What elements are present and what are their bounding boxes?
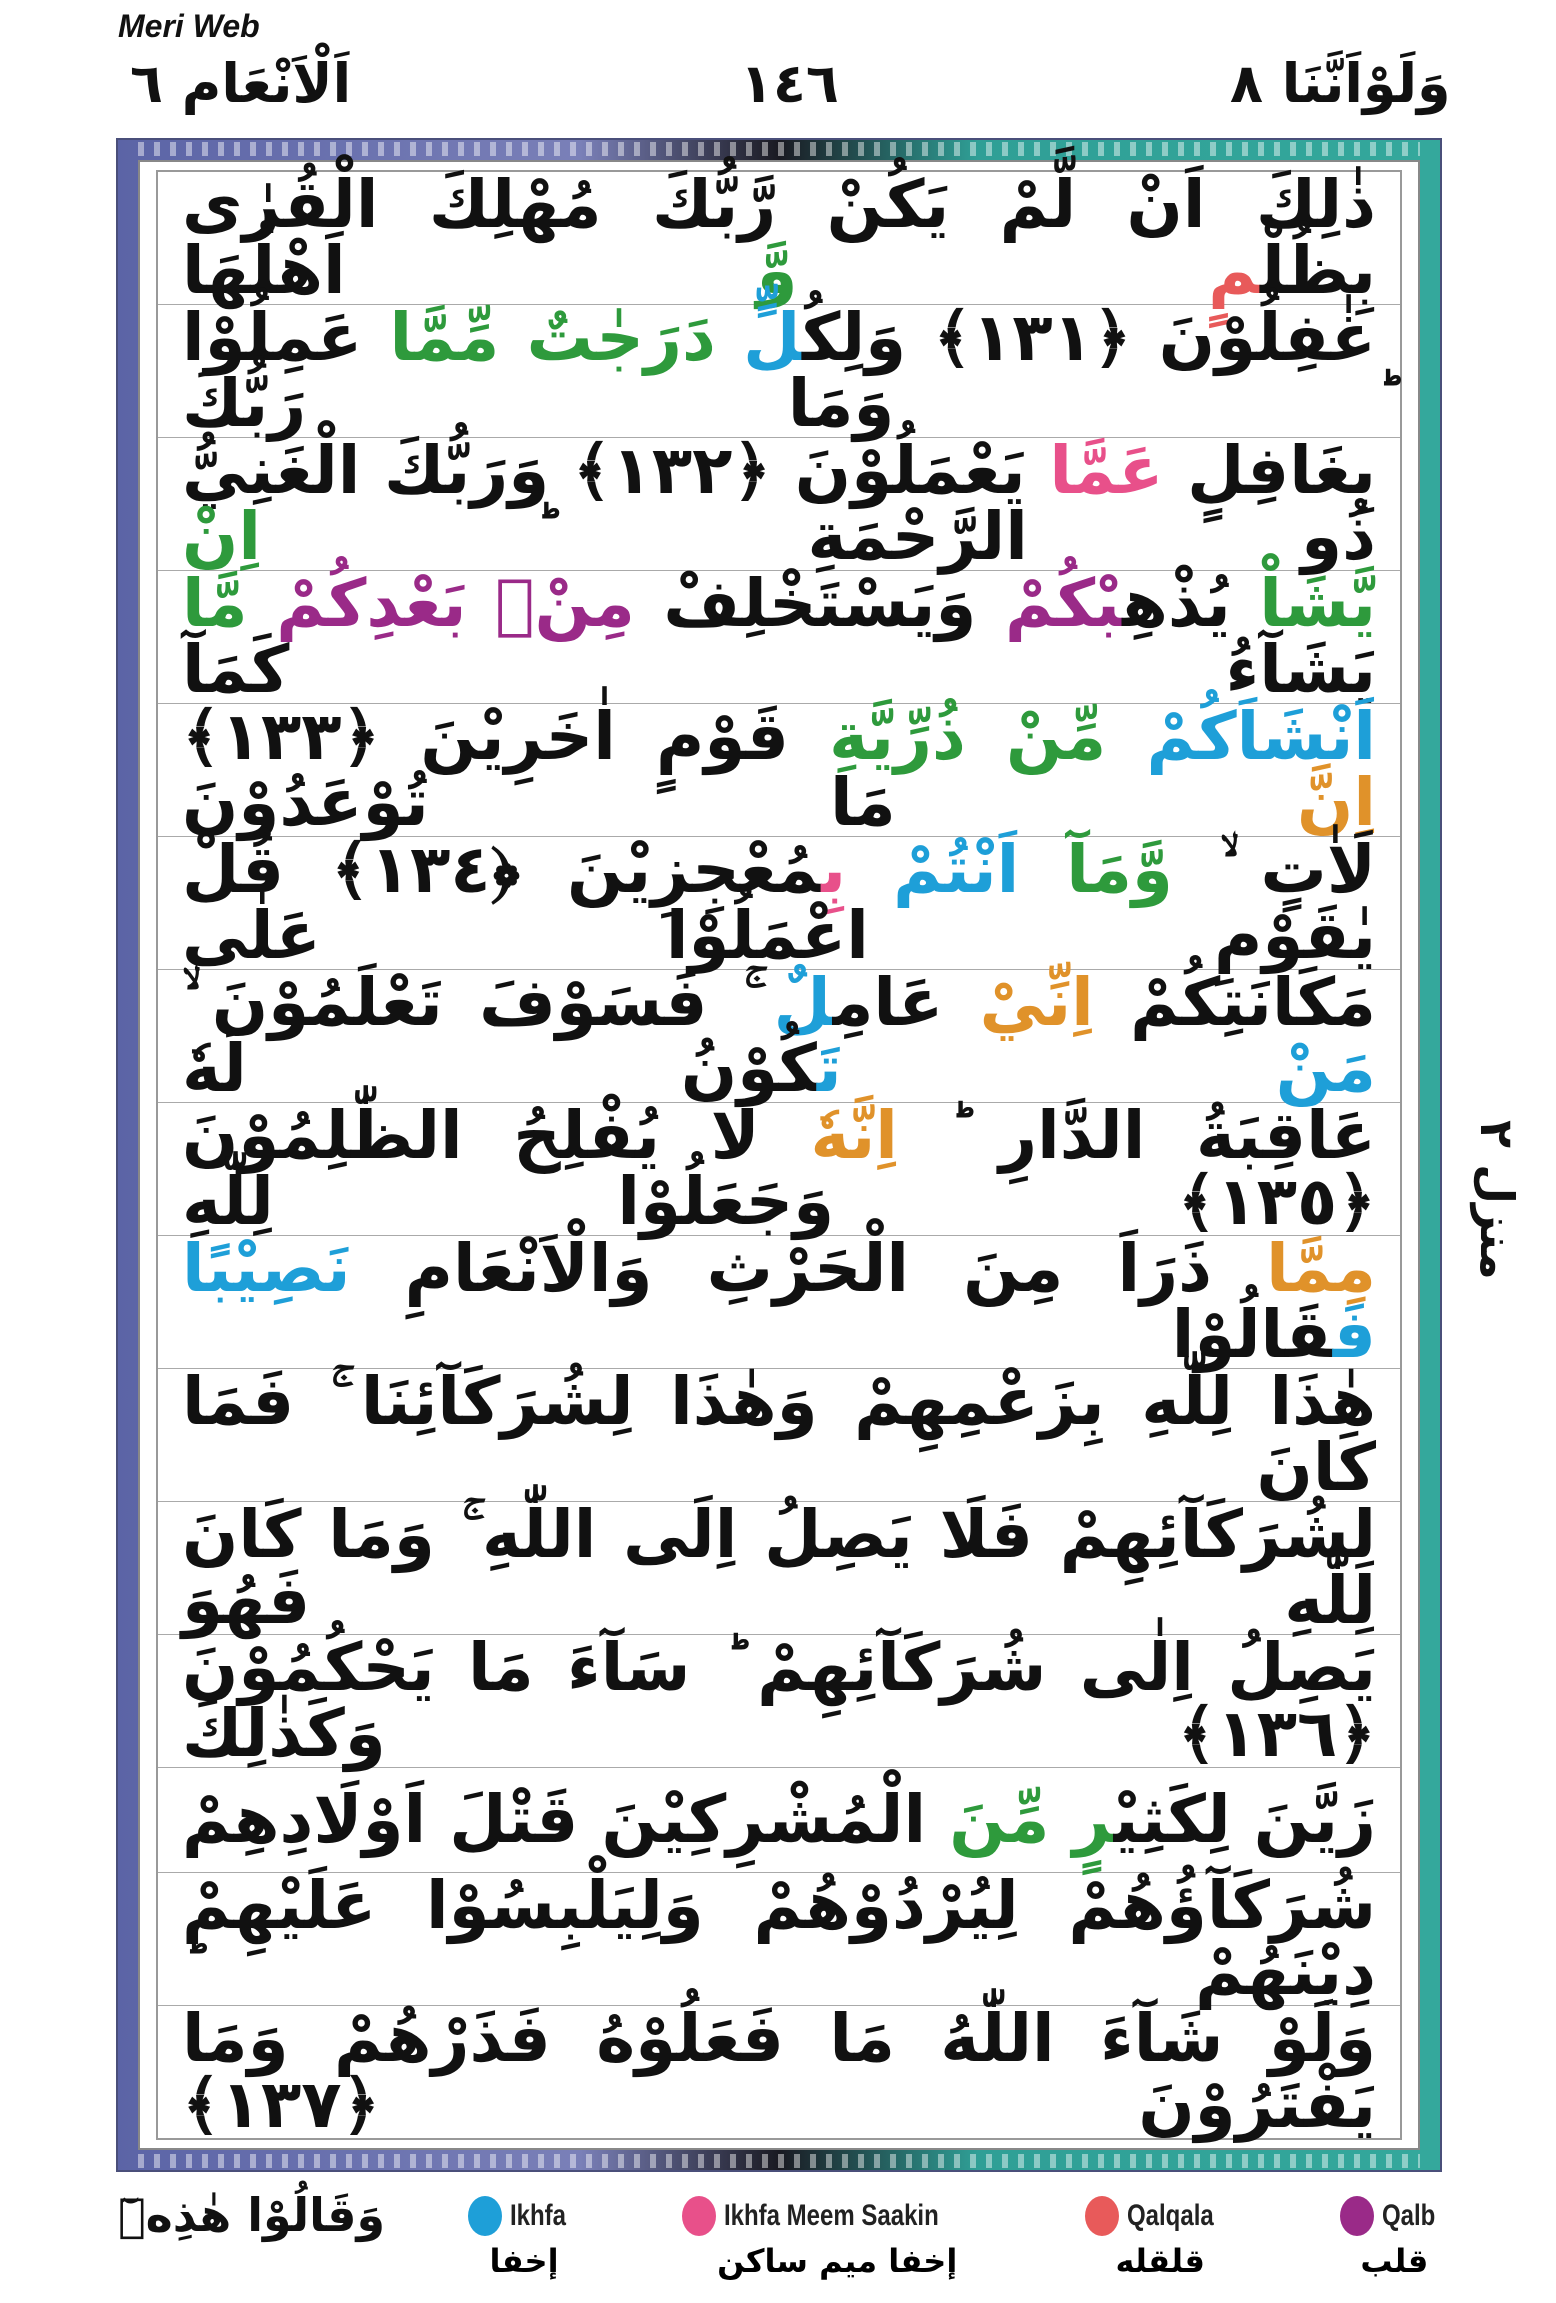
legend-label-ar: قلب [1360, 2242, 1429, 2280]
verse-line [158, 565, 1400, 708]
verse-segment: الْمُشْرِكِيْنَ قَتْلَ اَوْلَادِهِمْ [182, 1781, 950, 1858]
verse-line-text [182, 1781, 1376, 1858]
verse-segment: مَكَانَتِكُمْ [1093, 964, 1376, 1041]
tajweed-qalb: بْكُمْ [1004, 565, 1123, 642]
tajweed-ikhfa: لٌ [773, 964, 833, 1041]
verse-segment: يَعْمَلُوْنَ ﴿١٣٢﴾ وَرَبُّكَ الْغَنِيُّ ذُو الرَّحْمَةِ ؕ [182, 432, 1376, 575]
verse-line [158, 1363, 1400, 1506]
verse-line-text [182, 1496, 1376, 1639]
tajweed-ikhfa: اَنْتُمْ [893, 831, 1020, 908]
verse-segment: مُعْجِزِيْنَ ﴿١٣٤﴾ قُلْ يٰقَوْمِ اعْمَلُوْا عَلٰى [182, 831, 1376, 974]
verse-segment: كُوْنُ لَهٗ [182, 1030, 817, 1107]
verse-segment: هٰذَا لِلّٰهِ بِزَعْمِهِمْ وَهٰذَا لِشُرَكَآئِنَا ۚ فَمَا كَانَ [182, 1363, 1376, 1506]
verse-line [158, 831, 1400, 974]
verse-segment: قَالُوْا [1171, 1296, 1333, 1373]
legend-ikhfa [468, 2196, 580, 2280]
verse-line [158, 1629, 1400, 1772]
verse-line [158, 964, 1400, 1107]
legend-label-ar: إخفا [489, 2242, 559, 2280]
legend-label: Qalqala [1127, 2199, 1214, 2232]
page-frame [116, 138, 1442, 2172]
verse-segment: ذَرَاَ مِنَ الْحَرْثِ وَالْاَنْعَامِ [350, 1230, 1267, 1307]
legend-label: Ikhfa [510, 2199, 567, 2232]
verse-segment: ۚ فَسَوْفَ تَعْلَمُوْنَ ۙ [182, 964, 774, 1041]
verse-segment: عَمِلُوْا ؕ وَمَا رَبُّكَ [182, 299, 1376, 442]
border-ornament-top [138, 142, 1420, 156]
tajweed-ikhfa_meem: بِ [821, 831, 847, 908]
tajweed-ghunna: وَّمَآ [1066, 831, 1173, 908]
verse-line [158, 2000, 1400, 2143]
verse-segment: وَيَسْتَخْلِفْ [634, 565, 1005, 642]
verse-segment: لَا يُفْلِحُ الظّٰلِمُوْنَ ﴿١٣٥﴾ وَجَعَلُوْا لِلّٰهِ [182, 1097, 1376, 1240]
tajweed-ghunna: مَّا [182, 565, 248, 642]
tajweed-ghunna: وَّ [756, 232, 798, 309]
verse-line-text [182, 698, 1376, 841]
verse-segment [797, 232, 1208, 309]
verse-segment: وَلَوْ شَآءَ اللّٰهُ مَا فَعَلُوْهُ فَذَرْهُمْ وَمَا يَفْتَرُوْنَ ﴿١٣٧﴾ [182, 2000, 1376, 2143]
verse-line [158, 1768, 1400, 1873]
tajweed-ikhfa: نَصِيْبًا فَ [182, 1230, 1376, 1373]
tajweed-madd: اِنَّهٗ [810, 1097, 898, 1174]
verse-segment: عَامِ [832, 964, 980, 1041]
ikhfa-meem-dot-icon [682, 2196, 716, 2236]
tajweed-madd: اِنِّيْ [979, 964, 1094, 1041]
tajweed-madd: اِنَّ [1297, 764, 1376, 841]
verse-line [158, 1496, 1400, 1639]
legend-label: Qalb [1382, 2199, 1436, 2232]
verse-line [158, 1867, 1400, 2010]
legend-label-ar: قلقله [1115, 2242, 1205, 2280]
ikhfa-dot-icon [468, 2196, 502, 2236]
verse-segment: شُرَكَآؤُهُمْ لِيُرْدُوْهُمْ وَلِيَلْبِسُوْا عَلَيْهِمْ دِيْنَهُمْ ؕ [182, 1867, 1376, 2010]
verse-line-text [182, 1363, 1376, 1506]
verse-segment: يُذْهِ [1122, 565, 1260, 642]
verse-segment: زَيَّنَ لِكَثِيْ [1113, 1781, 1376, 1858]
verse-line [158, 698, 1400, 841]
surah-name: اَلْاَنْعَام ٦ [130, 52, 352, 115]
verse-line-text [182, 1097, 1376, 1240]
tajweed-ikhfa: لٍّ [743, 299, 802, 376]
tajweed-ghunna: مِّنْ ذُرِّيَّةِ [829, 698, 1107, 775]
verse-segment: بِغَافِلٍ [1163, 432, 1377, 509]
tajweed-qalb: مِنْۢ بَعْدِكُمْ [276, 565, 635, 642]
verse-line-text [182, 1629, 1376, 1772]
manzil-marker: منزل ٢ [1470, 1120, 1524, 1280]
verse-line [158, 166, 1400, 309]
verse-line-text [182, 831, 1377, 974]
legend-qalqala [1085, 2196, 1235, 2280]
tajweed-ghunna: رٍ مِّنَ [949, 1781, 1114, 1858]
tajweed-ikhfa: مَنْ تَ [816, 1030, 1376, 1107]
verse-segment: يَشَآءُ كَمَآ [182, 631, 1376, 708]
tajweed-ghunna: يَّشَاْ [1259, 565, 1376, 642]
qalqala-dot-icon [1085, 2196, 1119, 2236]
tajweed-qalqala: مٍ [1208, 232, 1260, 309]
tajweed-ghunna: دَرَجٰتٌ [526, 299, 716, 376]
verse-segment: لَاٰتٍ ۙ [1172, 831, 1377, 908]
border-ornament-bottom [138, 2154, 1420, 2168]
legend-label-ar: إخفا ميم ساكن [717, 2242, 958, 2280]
qalb-dot-icon [1340, 2196, 1374, 2236]
verse-line-text [182, 432, 1377, 575]
verse-line [158, 432, 1400, 575]
verse-segment: قَوْمٍ اٰخَرِيْنَ ﴿١٣٣﴾ [182, 698, 830, 775]
verse-line [158, 1230, 1400, 1373]
verse-line-text [182, 2000, 1376, 2143]
legend-label: Ikhfa Meem Saakin [724, 2199, 939, 2232]
legend-ikhfa-meem [682, 2196, 992, 2280]
verse-lines [156, 166, 1402, 2143]
verse-line-text [182, 299, 1376, 442]
verse-line [158, 299, 1400, 442]
verse-line-text [182, 565, 1376, 708]
verse-line [158, 1097, 1400, 1240]
verse-line-text [182, 1230, 1376, 1373]
verse-line-text [182, 166, 1377, 309]
tajweed-ikhfa_meem: عَمَّا [1049, 432, 1164, 509]
verse-segment: اَهْلُهَا [182, 232, 757, 309]
tajweed-ikhfa: اَنْشَاَكُمْ [1146, 698, 1376, 775]
verse-segment: مَا تُوْعَدُوْنَ [182, 764, 1298, 841]
legend-qalb [1340, 2196, 1449, 2280]
verse-segment: غٰفِلُوْنَ ﴿١٣١﴾ وَلِكُ [801, 299, 1376, 376]
brand-logo: Meri Web [118, 8, 260, 44]
juz-name: وَلَوْاَنَّنَا ٨ [1230, 52, 1451, 115]
verse-line-text [182, 964, 1376, 1107]
verse-segment: عَاقِبَةُ الدَّارِ ؕ [897, 1097, 1376, 1174]
verse-segment: يَصِلُ اِلٰى شُرَكَآئِهِمْ ؕ سَآءَ مَا يَحْكُمُوْنَ ﴿١٣٦﴾ وَكَذٰلِكَ [182, 1629, 1376, 1772]
page-number: ١٤٦ [740, 52, 839, 115]
verse-segment: ذٰلِكَ اَنْ لَّمْ يَكُنْ رَّبُّكَ مُهْلِكَ الْقُرٰى بِظُلْ [182, 166, 1377, 309]
tajweed-ghunna: مِّمَّا [389, 299, 500, 376]
verse-line-text [182, 1867, 1376, 2010]
tajweed-madd: مِمَّا [1266, 1230, 1376, 1307]
tajweed-ghunna: اِنْ [182, 498, 261, 575]
verse-segment: لِشُرَكَآئِهِمْ فَلَا يَصِلُ اِلَى اللّٰهِ ۚ وَمَا كَانَ لِلّٰهِ فَهُوَ [182, 1496, 1376, 1639]
catchword: وَقَالُوْا هٰذِهٖٓ [118, 2188, 386, 2242]
